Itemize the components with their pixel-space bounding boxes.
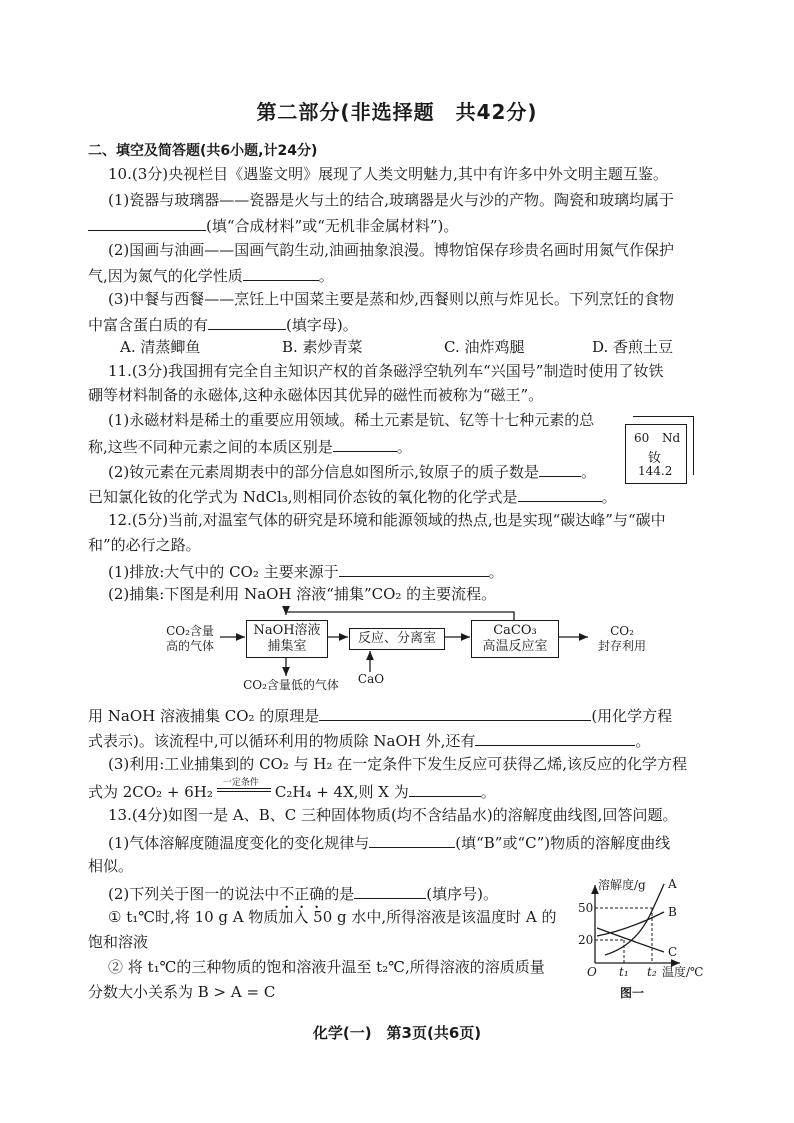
q11-p1c: 。 xyxy=(396,438,412,456)
q13-p2b: 的是 xyxy=(324,885,355,903)
q13-p1a: (1)气体溶解度随温度变化的变化规律与 xyxy=(108,834,370,852)
q12-stem1: 12.(5分)当前,对温室气体的研究是环境和能源领域的热点,也是实现“碳达峰”与“碳中 xyxy=(108,511,666,529)
flow-low-gas-label: CO₂含量低的气体 xyxy=(243,678,339,692)
graph-ylabel: 溶解度/g xyxy=(598,878,646,892)
q13-s2b: 分数大小关系为 B > A = C xyxy=(88,983,276,1001)
graph-tick-t2: t₂ xyxy=(647,965,657,979)
q10-option-c: C. 油炸鸡腿 xyxy=(444,338,525,356)
q13-p2c: (填序号)。 xyxy=(426,885,498,903)
q11-p2a: (2)钕元素在元素周期表中的部分信息如图所示,钕原子的质子数是 xyxy=(108,463,540,481)
q13-stem: 13.(4分)如图一是 A、B、C 三种固体物质(均不含结晶水)的溶解度曲线图,回答问题。 xyxy=(108,806,678,824)
element-symbol: Nd xyxy=(662,431,681,445)
q10-p2b: 气,因为氮气的化学性质 xyxy=(88,267,243,285)
graph-xlabel: 温度/℃ xyxy=(662,965,704,979)
q12-p2d: 式表示)。该流程中,可以循环利用的物质除 NaOH 外,还有 xyxy=(88,732,476,750)
q10-p2a: (2)国画与油画——国画气韵生动,油画抽象浪漫。博物馆保存珍贵名画时用氮气作保护 xyxy=(108,241,675,259)
q10-p1a: (1)瓷器与玻璃器——瓷器是火与土的结合,玻璃器是火与沙的产物。陶瓷和玻璃均属于 xyxy=(108,191,675,209)
q13-s1a: ① t₁℃时,将 10 g A 物质加入 50 g 水中,所得溶液是该温度时 A 的 xyxy=(108,908,557,926)
q11-p2b: 。 xyxy=(581,463,597,481)
section-heading: 二、填空及简答题(共6小题,计24分) xyxy=(88,143,318,159)
q13-s1b: 饱和溶液 xyxy=(88,933,149,951)
graph-label-c: C xyxy=(668,945,678,959)
q10-option-a: A. 清蒸鲫鱼 xyxy=(120,338,201,356)
flow-input-1: CO₂含量 xyxy=(166,624,214,638)
graph-tick-20: 20 xyxy=(578,933,594,947)
flow-output-2: 封存利用 xyxy=(597,639,646,653)
page-footer: 化学(一) 第3页(共6页) xyxy=(312,1024,482,1042)
curve-a xyxy=(605,884,664,955)
q12-p3c: C₂H₄ + 4X,则 X 为 xyxy=(274,783,409,801)
element-name: 钕 xyxy=(648,451,662,466)
q11-p2c: 已知氯化钕的化学式为 NdCl₃,则相同价态钕的氧化物的化学式是 xyxy=(88,488,518,506)
box1-line1: NaOH溶液 xyxy=(253,623,321,638)
q12-p1b: 。 xyxy=(488,563,504,581)
q10-p3c: (填字母)。 xyxy=(286,316,358,334)
flow-cao-label: CaO xyxy=(357,672,385,686)
q12-p2b: 用 NaOH 溶液捕集 CO₂ 的原理是 xyxy=(88,707,320,725)
q13-p1c: 相似。 xyxy=(88,857,134,875)
graph-caption: 图一 xyxy=(620,986,645,1000)
box1-line2: 捕集室 xyxy=(267,639,307,654)
flow-input-2: 高的气体 xyxy=(165,639,214,653)
box3-line1: CaCO₃ xyxy=(493,623,537,638)
q12-p3b: 式为 2CO₂ + 6H₂ xyxy=(88,783,213,801)
q12-p2c: (用化学方程 xyxy=(591,707,673,725)
graph-label-a: A xyxy=(668,877,677,891)
q10-stem: 10.(3分)央视栏目《遇鉴文明》展现了人类文明魅力,其中有许多中外文明主题互鉴。 xyxy=(108,165,668,183)
q13-p1b: (填“B”或“C”)物质的溶解度曲线 xyxy=(455,834,671,852)
q11-p2d: 。 xyxy=(601,488,617,506)
q11-p1a: (1)永磁材料是稀土的重要应用领域。稀土元素是钪、钇等十七种元素的总 xyxy=(108,411,595,429)
reaction-condition: 一定条件 xyxy=(222,778,259,788)
q12-p2e: 。 xyxy=(635,732,651,750)
q12-stem2: 和”的必行之路。 xyxy=(88,536,201,554)
q10-option-b: B. 素炒青菜 xyxy=(282,338,363,356)
flow-output-1: CO₂ xyxy=(610,624,634,638)
element-mass: 144.2 xyxy=(638,464,673,478)
q13-p2a: (2)下列关于图一的说法中 xyxy=(108,885,280,903)
box-reaction-separation: 反应、分离室 xyxy=(349,628,445,650)
q10-p2c: 。 xyxy=(318,267,334,285)
q10-p3b: 中富含蛋白质的有 xyxy=(88,316,209,334)
q10-p3a: (3)中餐与西餐——烹饪上中国菜主要是蒸和炒,西餐则以煎与炸见长。下列烹饪的食物 xyxy=(108,290,675,308)
box3-line2: 高温反应室 xyxy=(482,639,548,654)
q12-p3a: (3)利用:工业捕集到的 CO₂ 与 H₂ 在一定条件下发生反应可获得乙烯,该反应的化学方程 xyxy=(108,755,688,773)
q13-p2-emphasis: 不正确 xyxy=(279,885,325,903)
curve-b xyxy=(597,912,664,936)
q13-s2a: ② 将 t₁℃的三种物质的饱和溶液升温至 t₂℃,所得溶液的溶质质量 xyxy=(108,958,545,976)
element-number: 60 xyxy=(634,431,650,445)
q11-p1b: 称,这些不同种元素之间的本质区别是 xyxy=(88,438,333,456)
q11-stem2: 硼等材料制备的永磁体,这种永磁体因其优异的磁性而被称为“磁王”。 xyxy=(88,386,544,404)
graph-tick-50: 50 xyxy=(578,901,594,915)
graph-origin: O xyxy=(587,965,597,979)
q12-p1a: (1)排放:大气中的 CO₂ 主要来源于 xyxy=(108,563,339,581)
part-title: 第二部分(非选择题 共42分) xyxy=(256,100,538,124)
q12-p3d: 。 xyxy=(480,783,496,801)
q12-p2: (2)捕集:下图是利用 NaOH 溶液“捕集”CO₂ 的主要流程。 xyxy=(108,585,497,603)
q10-p1b: (填“合成材料”或“无机非金属材料”)。 xyxy=(206,217,459,235)
q10-option-d: D. 香煎土豆 xyxy=(592,338,674,356)
graph-label-b: B xyxy=(668,905,677,919)
graph-tick-t1: t₁ xyxy=(619,965,629,979)
q11-stem1: 11.(3分)我国拥有完全自主知识产权的首条磁浮空轨列车“兴国号”制造时使用了钕铁 xyxy=(108,362,664,380)
